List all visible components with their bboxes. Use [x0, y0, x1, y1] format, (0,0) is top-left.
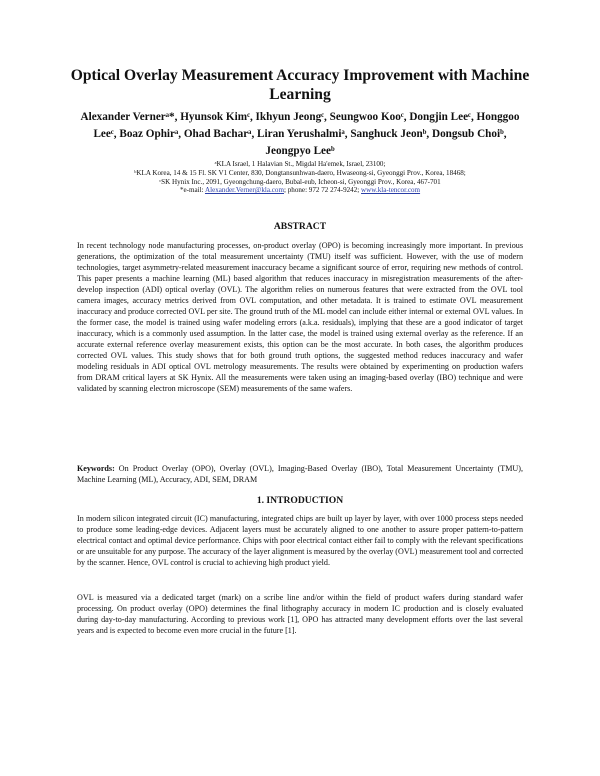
- abstract-heading: ABSTRACT: [273, 221, 327, 232]
- affiliation-c: ᶜSK Hynix Inc., 2091, Gyeongchung-daero, Bubal-eub, Icheon-si, Gyeonggi Prov., Korea, 467-701: [159, 177, 441, 186]
- website-link[interactable]: www.kla-tencor.com: [361, 186, 421, 195]
- affiliation-a: ᵃKLA Israel, 1 Halavian St., Migdal Ha'emek, Israel, 23100;: [214, 160, 386, 168]
- intro-paragraph-2: OVL is measured via a dedicated target (mark) on a scribe line and/or within the field of product wafers during standard wafer processing. On product overlay (OPO) determines the final lithography accuracy in modern IC production and is closely evaluated during day-to-day manufacturing. According to previous work [1], OPO has attracted many development efforts over the last several years and is expected to become even more crucial in the future [1].: [77, 593, 523, 635]
- contact-line: [70, 186, 530, 195]
- affiliation-b: ᵇKLA Korea, 14 & 15 Fl. SK V1 Center, 830, Dongtansunhwan-daero, Hwaseong-si, Gyeonggi Prov., Korea, 18468;: [134, 168, 466, 177]
- intro-paragraph-1: In modern silicon integrated circuit (IC) manufacturing, integrated chips are built up layer by layer, with over 1000 process steps needed to produce some leading-edge devices. Adjacent layers must be accurately aligned to one another to assure proper pattern-to-pattern electrical contact and optimal device performance. Chips with poor electrical contact either fail to comply with the relevant specifications or are unsuitable for any purpose. The accuracy of the layer alignment is measured by the overlay (OVL) measurement tool and corrected by the scanner. Hence, OVL control is crucial to achieving high product yield.: [77, 514, 523, 567]
- abstract-text: In recent technology node manufacturing processes, on-product overlay (OPO) is becoming increasingly more important. In previous generations, the optimization of the total measurement uncertainty (TMU) itself was sufficient. However, with the use of modern technologies, target asymmetry-related measurement inaccuracy became a significant source of error, requiring new methods of control. This paper presents a machine learning (ML) based algorithm that reduces inaccuracy in misregistration measurements of the after-develop inspection (ADI) optical overlay (OVL). The algorithm relies on numerous features that were extracted from the OVL tool camera images, accuracy metrics derived from OVL computation, and other metadata. It is trained to estimate OVL measurement inaccuracy and produce corrected OVL per site. The ground truth of the ML model can include either internal or external OVL values. In the former case, the model is trained using wafer modeling errors (a.k.a. residuals), implying that these are a good indicator of target inaccuracy, which is a commonly used assumption. In the latter case, the model is trained using external overlay as the reference. If an accurate external reference overlay measurement exists, this option can be the most accurate. In both cases, the algorithm produces corrected OVL values. This study shows that for both ground truth options, the suggested method reduces inaccuracy and wafer modeling residuals in ADI optical OVL metrology measurements. The results were obtained by experimenting on production wafers from DRAM critical layers at SK Hynix. All the measurements were taken using an imaging-based overlay (IBO) technique and were validated by scanning electron microscope (SEM) measurements of the same wafers.: [77, 241, 523, 393]
- keywords-label: Keywords:: [77, 464, 115, 473]
- email-link[interactable]: Alexander.Verner@kla.com: [204, 186, 284, 195]
- paper-title: Optical Overlay Measurement Accuracy Improvement with Machine Learning: [70, 67, 530, 103]
- contact-phone: ; phone: 972 72 274-9242;: [283, 186, 362, 195]
- affiliations-block: [70, 160, 530, 195]
- section-heading-introduction: 1. INTRODUCTION: [256, 495, 344, 506]
- keywords-text: On Product Overlay (OPO), Overlay (OVL), Imaging-Based Overlay (IBO), Total Measurement Uncertainty (TMU), Machine Learning (ML), Accuracy, ADI, SEM, DRAM: [77, 464, 523, 484]
- keywords-line: [77, 463, 523, 485]
- author-list: Alexander Vernerᵃ*, Hyunsok Kimᶜ, Ikhyun Jeongᶜ, Seungwoo Kooᶜ, Dongjin Leeᶜ, Honggoo Leeᶜ, Boaz Ophirᵃ, Ohad Bacharᵃ, Liran Yerushalmiᵃ, Sanghuck Jeonᵇ, Dongsub Choiᵇ, Jeongpyo Leeᵇ: [80, 111, 520, 157]
- contact-prefix: *e-mail:: [179, 186, 205, 195]
